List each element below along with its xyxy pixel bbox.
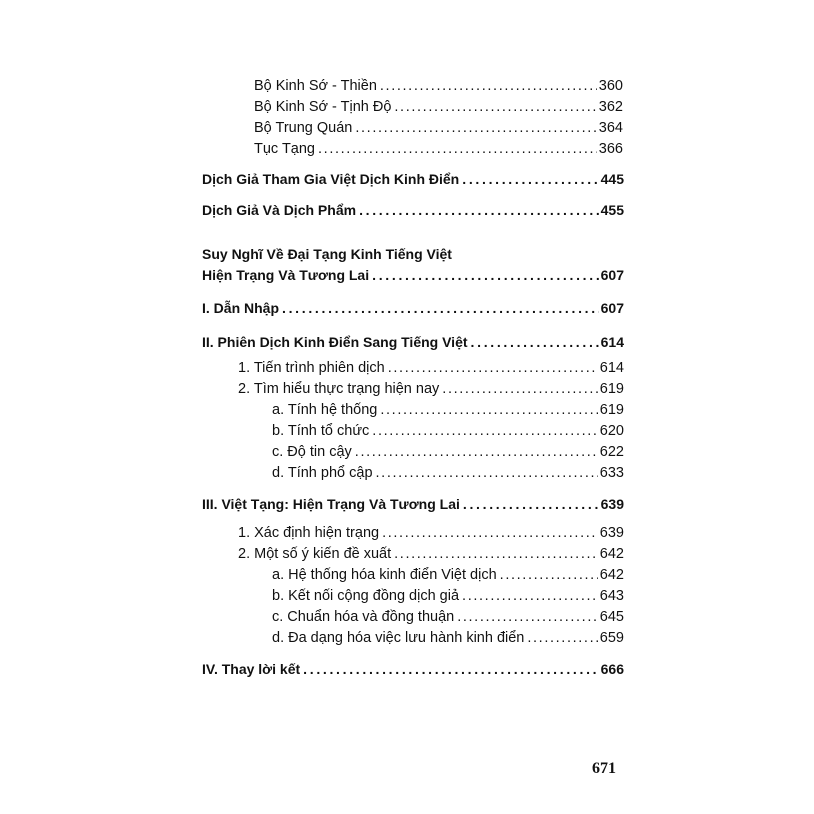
toc-section-entry [202,332,624,352]
dot-leader [355,118,596,138]
toc-entry-label: Dịch Giả Tham Gia Việt Dịch Kinh Điển [202,171,460,187]
dot-leader [376,463,598,483]
toc-entry-page: 620 [599,423,624,439]
toc-entry-page: 362 [598,99,623,115]
dot-leader [355,442,598,462]
toc-entry [254,118,623,138]
toc-entry-page: 633 [599,465,624,481]
toc-entry-page: 619 [599,381,624,397]
toc-entry-page: 666 [600,661,624,677]
toc-entry-page: 642 [599,567,624,583]
toc-entry [272,400,624,420]
toc-entry-label: Tục Tạng [254,141,315,157]
toc-entry-label: Bộ Kinh Sớ - Tịnh Độ [254,99,392,115]
toc-entry [238,544,624,564]
toc-entry [272,586,624,606]
toc-entry [272,628,624,648]
toc-entry-label: d. Đa dạng hóa việc lưu hành kinh điển [272,630,525,646]
dot-leader [462,169,598,189]
toc-entry-page: 614 [599,360,624,376]
toc-entry [272,442,624,462]
toc-entry-page: 639 [599,525,624,541]
toc-entry-label: 1. Xác định hiện trạng [238,525,380,541]
toc-entry-label: Bộ Kinh Sớ - Thiền [254,78,377,94]
toc-section-entry [202,298,624,318]
toc-entry-page: 360 [598,78,623,94]
toc-section-entry [202,200,624,220]
dot-leader [303,659,598,679]
toc-entry [254,97,623,117]
dot-leader [382,523,598,543]
dot-leader [394,97,596,117]
toc-entry-label: Bộ Trung Quán [254,120,353,136]
toc-entry-label: 2. Một số ý kiến đề xuất [238,546,392,562]
toc-entry-page: 643 [599,588,624,604]
toc-section-entry [202,659,624,679]
toc-entry-label: IV. Thay lời kết [202,661,301,677]
toc-entry-label: III. Việt Tạng: Hiện Trạng Và Tương Lai [202,496,460,512]
toc-entry-label: Dịch Giả Và Dịch Phẩm [202,202,357,218]
toc-entry-page: 364 [598,120,623,136]
toc-entry [238,379,624,399]
toc-entry-label: c. Độ tin cậy [272,444,352,460]
page-number: 671 [592,760,616,777]
dot-leader [380,400,597,420]
dot-leader [442,379,598,399]
toc-entry-page: 659 [599,630,624,646]
toc-entry-label: b. Kết nối cộng đồng dịch giả [272,588,460,604]
dot-leader [462,586,598,606]
toc-entry-label: II. Phiên Dịch Kinh Điển Sang Tiếng Việt [202,334,468,350]
dot-leader [372,421,598,441]
dot-leader [463,494,599,514]
toc-entry [254,139,623,159]
dot-leader [372,265,599,285]
toc-entry [238,523,624,543]
toc-section-entry [202,494,624,514]
toc-section-entry [202,169,624,189]
toc-entry-label: a. Hệ thống hóa kinh điển Việt dịch [272,567,497,583]
dot-leader [500,565,598,585]
toc-entry-page: 614 [600,334,624,350]
toc-entry-page: 607 [600,300,624,316]
toc-entry-label: b. Tính tổ chức [272,423,370,439]
toc-section-entry [202,265,624,285]
toc-entry-label: 1. Tiến trình phiên dịch [238,360,385,376]
toc-entry-page: 445 [600,171,624,187]
dot-leader [471,332,599,352]
toc-entry [254,76,623,96]
toc-entry-page: 639 [600,496,624,512]
dot-leader [457,607,598,627]
toc-entry-page: 366 [598,141,623,157]
toc-entry [272,607,624,627]
toc-entry [272,463,624,483]
toc-entry-page: 622 [599,444,624,460]
toc-entry [238,358,624,378]
toc-entry-label: I. Dẫn Nhập [202,300,280,316]
toc-entry-label: Hiện Trạng Và Tương Lai [202,267,370,283]
toc-entry-page: 642 [599,546,624,562]
toc-entry-label: a. Tính hệ thống [272,402,378,418]
dot-leader [527,628,597,648]
toc-entry-page: 607 [600,267,624,283]
toc-entry-page: 645 [599,609,624,625]
dot-leader [318,139,597,159]
dot-leader [388,358,598,378]
dot-leader [394,544,598,564]
dot-leader [359,200,599,220]
toc-entry-label: c. Chuẩn hóa và đồng thuận [272,609,455,625]
toc-entry [272,565,624,585]
toc-entry-label: 2. Tìm hiểu thực trạng hiện nay [238,381,440,397]
dot-leader [380,76,597,96]
toc-entry-page: 619 [599,402,624,418]
toc-section-title: Suy Nghĩ Về Đại Tạng Kinh Tiếng Việt [202,246,452,262]
toc-entry-page: 455 [600,202,624,218]
toc-entry [272,421,624,441]
dot-leader [282,298,599,318]
toc-entry-label: d. Tính phổ cập [272,465,373,481]
